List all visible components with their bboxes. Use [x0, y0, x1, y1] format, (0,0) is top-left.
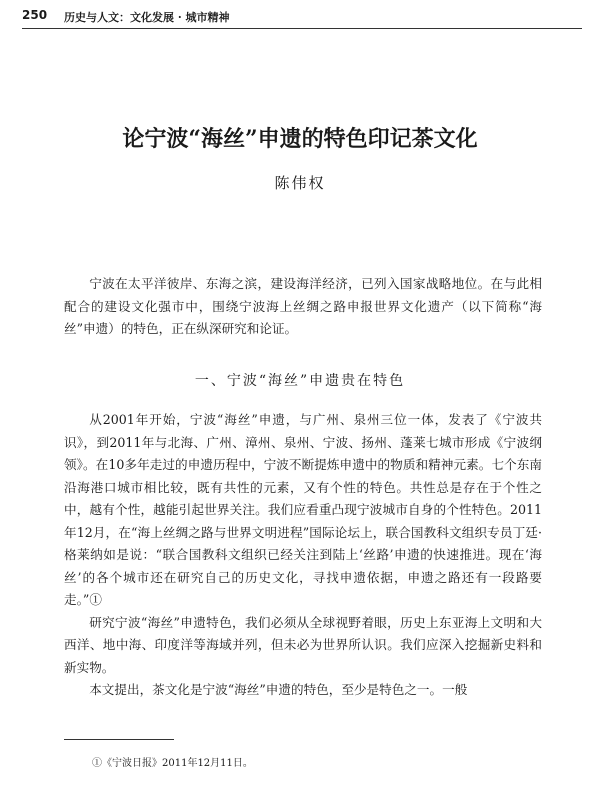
author-name: 陈伟权 [274, 174, 326, 192]
page-number: 250 [22, 8, 48, 22]
article-title: 论宁波“海丝”申遗的特色印记茶文化 [122, 126, 478, 152]
body-paragraph-2: 研究宁波“海丝”申遗特色，我们必须从全球视野着眼，历史上东亚海上文明和大西洋、地中海、印度洋等海域并列，但未必为世界所认识。我们应深入挖掘新史料和新实物。 [64, 614, 542, 675]
footnote-rule [64, 739, 174, 740]
section-heading: 一、宁波“海丝”申遗贵在特色 [194, 373, 406, 389]
body-paragraph-1: 从2001年开始，宁波“海丝”申遗，与广州、泉州三位一体，发表了《宁波共识》，到2011年与北海、广州、漳州、泉州、宁波、扬州、蓬莱七城市形成《宁波纲领》。在10多年走过的申遗历程中，宁波不断提炼申遗中的物质和精神元素。七个东南沿海港口城市相比较，既有共性的元素，又有个性的特色。共性总是存在于个性之中，越有个性，越能引起世界关注。我们应看重凸现宁波城市自身的个性特色。2011年12月，在“海上丝绸之路与世界文明进程”国际论坛上，联合国教科文组织专员丁廷·格莱纳如是说：“联合国教科文组织已经关注到陆上‘丝路’申遗的快速推进。现在‘海丝’的各个城市还在研究自己的历史文化，寻找申遗依据，申遗之路还有一段路要走。”① [64, 412, 542, 607]
body-paragraph-3: 本文提出，茶文化是宁波“海丝”申遗的特色，至少是特色之一。一般 [89, 682, 468, 697]
intro-paragraph: 宁波在太平洋彼岸、东海之滨，建设海洋经济，已列入国家战略地位。在与此相配合的建设文化强市中，围绕宁波海上丝绸之路申报世界文化遗产（以下简称“海丝”申遗）的特色，正在纵深研究和论证。 [64, 276, 542, 336]
footnote: ①《宁波日报》2011年12月11日。 [92, 758, 253, 769]
running-head-title: 历史与人文：文化发展 · 城市精神 [64, 11, 230, 24]
header-rule [22, 28, 582, 29]
main-text [64, 409, 542, 702]
intro-text [64, 273, 542, 341]
